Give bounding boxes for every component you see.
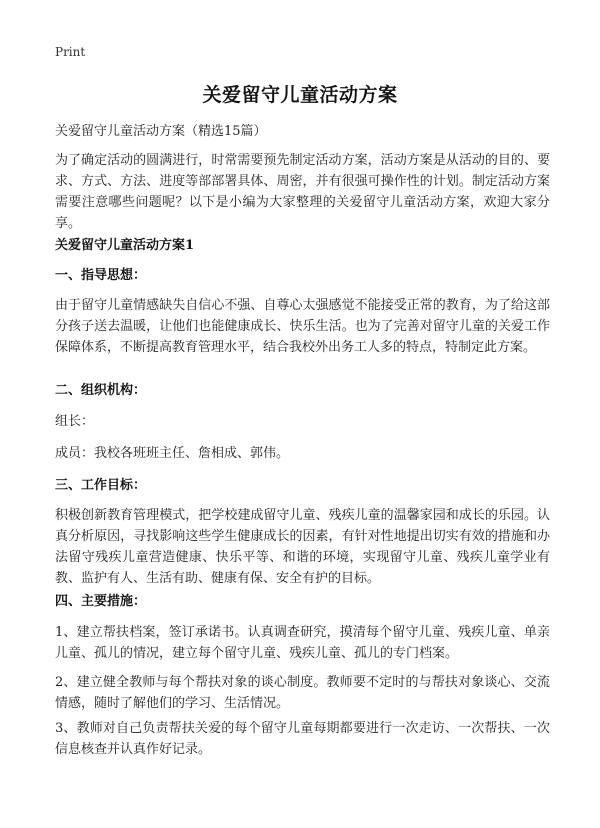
document-subtitle: 关爱留守儿童活动方案（精选15篇） [55,124,267,139]
paragraph-work-goals: 积极创新教育管理模式，把学校建成留守儿童、残疾儿童的温馨家园和成长的乐园。认真分析原因，寻找影响这些学生健康成长的因素，有针对性地提出切实有效的措施和办法留守残疾儿童营造健康、快乐平等、和谐的环境，实现留守儿童、残疾儿童学业有教、监护有人、生活有助、健康有保、安全有护的目标。 [55,508,550,586]
paragraph-members: 成员：我校各班班主任、詹相成、郭伟。 [55,446,290,461]
heading-guiding-ideology: 一、指导思想： [55,268,147,283]
print-link[interactable]: Print [55,45,86,59]
measure-item-1: 1、建立帮扶档案，签订承诺书。认真调查研究，摸清每个留守儿童、残疾儿童、单亲儿童、孤儿的情况，建立每个留守儿童、残疾儿童、孤儿的专门档案。 [55,625,550,661]
heading-main-measures: 四、主要措施： [55,594,147,609]
heading-work-goals: 三、工作目标： [55,478,147,493]
heading-organization: 二、组织机构： [55,383,147,398]
paragraph-guiding-ideology: 由于留守儿童情感缺失自信心不强、自尊心太强感觉不能接受正常的教育，为了给这部分孩子送去温暖，让他们也能健康成长、快乐生活。也为了完善对留守儿童的关爱工作保障体系，不断提高教育管理水平，结合我校外出务工人多的特点，特制定此方案。 [55,298,550,355]
paragraph-team-leader: 组长： [55,414,95,429]
section-title: 关爱留守儿童活动方案1 [55,238,195,253]
intro-paragraph: 为了确定活动的圆满进行，时常需要预先制定活动方案，活动方案是从活动的目的、要求、方式、方法、进度等部部署具体、周密，并有很强可操作性的计划。制定活动方案需要注意哪些问题呢？以下是小编为大家整理的关爱留守儿童活动方案，欢迎大家分享。 [55,153,550,231]
measure-item-3: 3、教师对自己负责帮扶关爱的每个留守儿童每期都要进行一次走访、一次帮扶、一次信息核查并认真作好记录。 [55,721,550,757]
measure-item-2: 2、建立健全教师与每个帮扶对象的谈心制度。教师要不定时的与帮扶对象谈心、交流情感，随时了解他们的学习、生活情况。 [55,675,550,711]
page-title: 关爱留守儿童活动方案 [202,84,398,106]
